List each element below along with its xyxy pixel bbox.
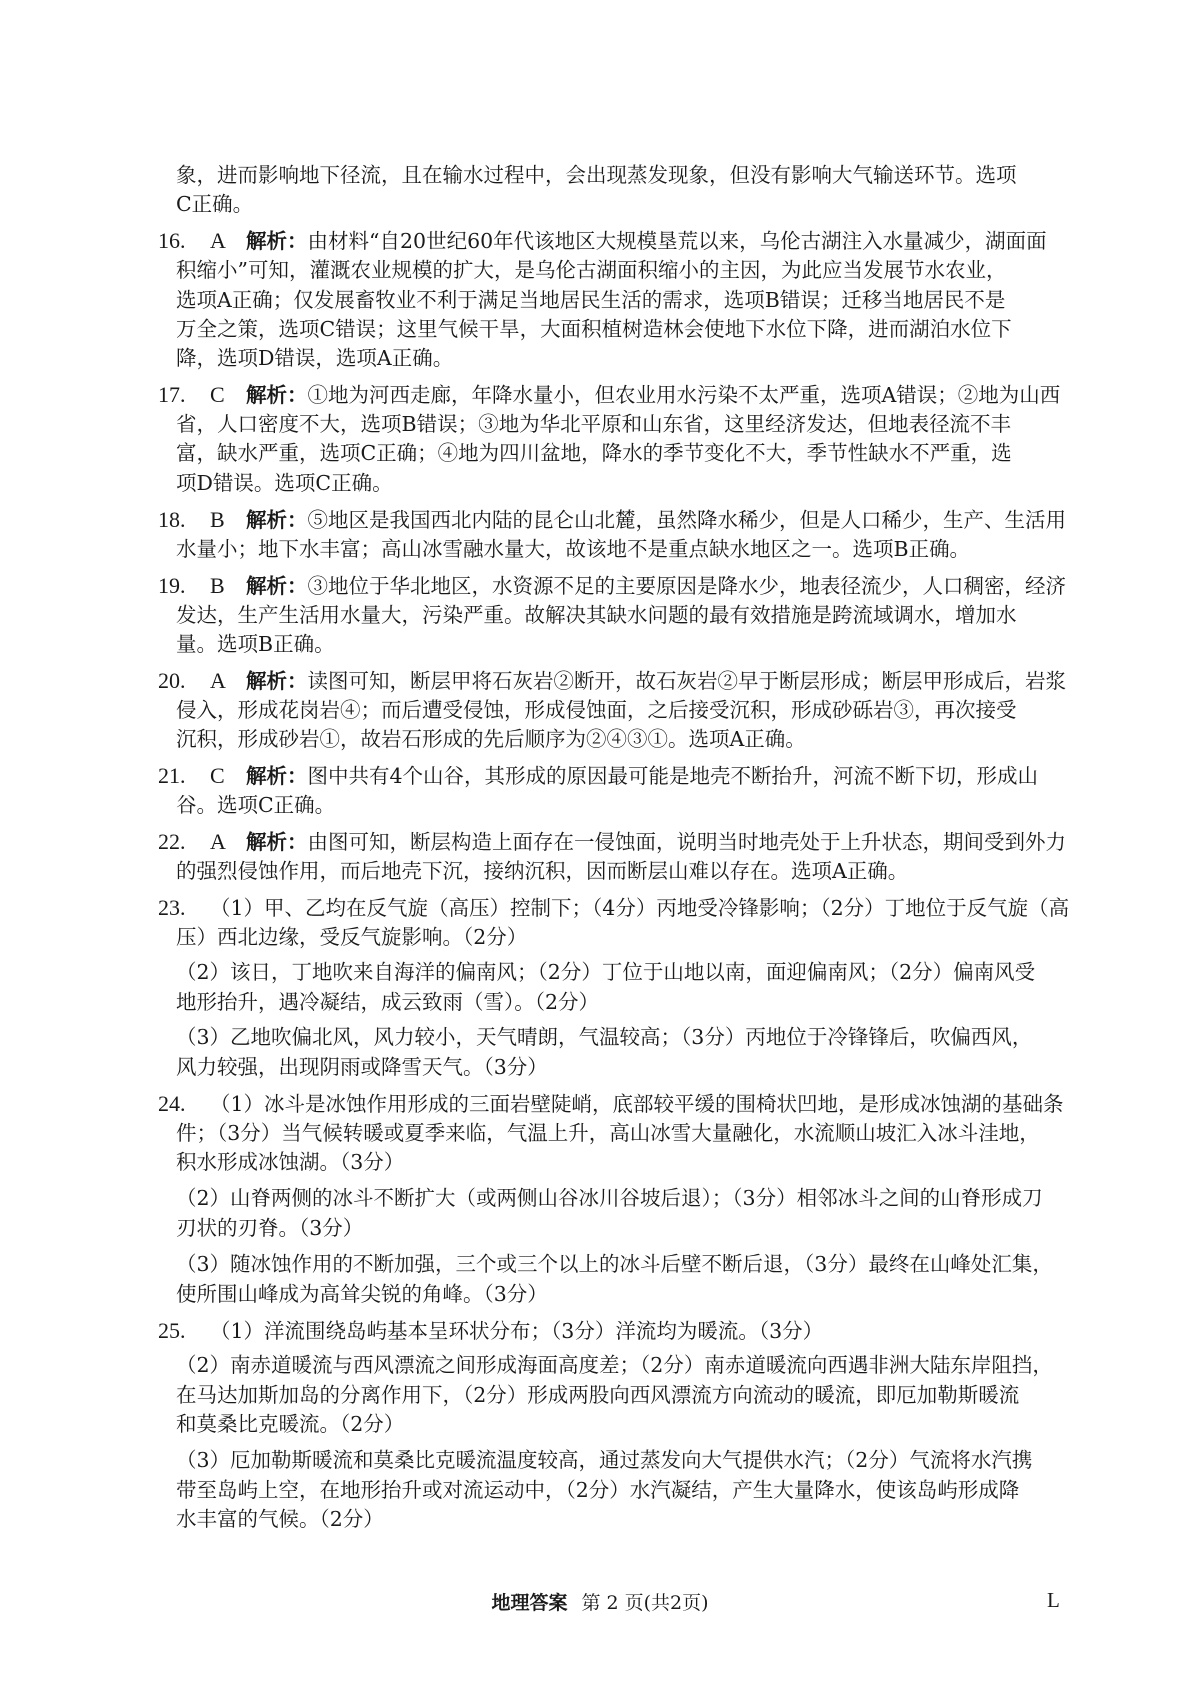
question-17-header [158, 384, 1060, 406]
answer-text: （1）冰斗是冰蚀作用形成的三面岩壁陡峭，底部较平缓的围椅状凹地，是形成冰蚀湖的基础条 [210, 1092, 1064, 1116]
question-24-header [158, 1093, 1064, 1115]
analysis-line: 谷。选项C正确。 [176, 793, 336, 817]
question-19-header [158, 575, 1066, 597]
analysis-line: 量。选项B正确。 [176, 632, 335, 656]
question-16-header [158, 230, 1047, 252]
analysis-label: 解析： [246, 383, 308, 407]
answer-line: （3）随冰蚀作用的不断加强，三个或三个以上的冰斗后壁不断后退，（3分）最终在山峰处汇集， [176, 1252, 1053, 1276]
question-number: 19. [158, 573, 186, 598]
analysis-text: ③地位于华北地区，水资源不足的主要原因是降水少，地表径流少，人口稠密，经济 [307, 574, 1066, 598]
question-number: 17. [158, 382, 186, 407]
analysis-text: ⑤地区是我国西北内陆的昆仑山北麓，虽然降水稀少，但是人口稀少，生产、生活用 [307, 508, 1066, 532]
question-25-header [158, 1320, 823, 1342]
analysis-label: 解析： [246, 574, 308, 598]
intro-line: 象，进而影响地下径流，且在输水过程中，会出现蒸发现象，但没有影响大气输送环节。选项 [176, 163, 1017, 187]
answer-choice: A [210, 829, 226, 854]
answer-text: （1）洋流围绕岛屿基本呈环状分布；（3分）洋流均为暖流。（3分） [210, 1319, 824, 1343]
answer-choice: B [210, 507, 225, 532]
answer-text: （1）甲、乙均在反气旋（高压）控制下；（4分）丙地受冷锋影响；（2分）丁地位于反气旋（高 [210, 896, 1070, 920]
question-number: 25. [158, 1318, 186, 1343]
answer-line: （3）乙地吹偏北风，风力较小，天气晴朗，气温较高；（3分）丙地位于冷锋锋后，吹偏西风， [176, 1025, 1033, 1049]
analysis-text: 由图可知，断层构造上面存在一侵蚀面，说明当时地壳处于上升状态，期间受到外力 [307, 830, 1066, 854]
intro-line: C正确。 [176, 192, 254, 216]
question-23-header [158, 897, 1069, 919]
question-21-header [158, 765, 1038, 787]
answer-line: 件；（3分）当气候转暖或夏季来临，气温上升，高山冰雪大量融化，水流顺山坡汇入冰斗洼地， [176, 1121, 1040, 1145]
answer-choice: C [210, 763, 225, 788]
answer-line: 积水形成冰蚀湖。（3分） [176, 1150, 405, 1174]
page-number: 第 2 页(共2页) [581, 1592, 709, 1614]
page-footer [0, 1588, 1200, 1615]
answer-line: 地形抬升，遇冷凝结，成云致雨（雪）。（2分） [176, 990, 600, 1014]
analysis-label: 解析： [246, 669, 308, 693]
answer-line: （2）山脊两侧的冰斗不断扩大（或两侧山谷冰川谷坡后退）；（3分）相邻冰斗之间的山脊形成刀 [176, 1186, 1043, 1210]
question-18-header [158, 509, 1066, 531]
question-number: 22. [158, 829, 186, 854]
analysis-line: 沉积，形成砂岩①，故岩石形成的先后顺序为②④③①。选项A正确。 [176, 727, 806, 751]
answer-line: 刃状的刃脊。（3分） [176, 1216, 364, 1240]
question-22-header [158, 831, 1066, 853]
question-number: 16. [158, 228, 186, 253]
analysis-line: 项D错误。选项C正确。 [176, 471, 393, 495]
analysis-text: ①地为河西走廊，年降水量小，但农业用水污染不太严重，选项A错误；②地为山西 [307, 383, 1061, 407]
answer-line: （2）该日，丁地吹来自海洋的偏南风；（2分）丁位于山地以南，面迎偏南风；（2分）偏南风受 [176, 960, 1036, 984]
analysis-line: 万全之策，选项C错误；这里气候干旱，大面积植树造林会使地下水位下降，进而湖泊水位下 [176, 317, 1012, 341]
footer-title: 地理答案 [491, 1592, 568, 1614]
question-number: 24. [158, 1091, 186, 1116]
analysis-line: 降，选项D错误，选项A正确。 [176, 346, 454, 370]
answer-line: （2）南赤道暖流与西风漂流之间形成海面高度差；（2分）南赤道暖流向西遇非洲大陆东岸阻挡， [176, 1353, 1053, 1377]
question-number: 23. [158, 895, 186, 920]
analysis-label: 解析： [246, 229, 308, 253]
answer-line: （3）厄加勒斯暖流和莫桑比克暖流温度较高，通过蒸发向大气提供水汽；（2分）气流将水汽携 [176, 1448, 1033, 1472]
analysis-label: 解析： [246, 830, 308, 854]
analysis-text: 图中共有4个山谷，其形成的原因最可能是地壳不断抬升，河流不断下切，形成山 [307, 764, 1039, 788]
question-20-header [158, 670, 1066, 692]
answer-line: 压）西北边缘，受反气旋影响。（2分） [176, 925, 528, 949]
answer-choice: A [210, 228, 226, 253]
answer-line: 使所围山峰成为高耸尖锐的角峰。（3分） [176, 1282, 548, 1306]
analysis-label: 解析： [246, 508, 308, 532]
analysis-line: 水量小；地下水丰富；高山冰雪融水量大，故该地不是重点缺水地区之一。选项B正确。 [176, 537, 971, 561]
analysis-line: 省，人口密度不大，选项B错误；③地为华北平原和山东省，这里经济发达，但地表径流不丰 [176, 412, 1012, 436]
analysis-line: 富，缺水严重，选项C正确；④地为四川盆地，降水的季节变化不大，季节性缺水不严重，选 [176, 441, 1012, 465]
answer-choice: C [210, 382, 225, 407]
answer-choice: A [210, 668, 226, 693]
answer-line: 带至岛屿上空，在地形抬升或对流运动中，（2分）水汽凝结，产生大量降水，使该岛屿形成降 [176, 1478, 1020, 1502]
analysis-text: 读图可知，断层甲将石灰岩②断开，故石灰岩②早于断层形成；断层甲形成后，岩浆 [307, 669, 1066, 693]
question-number: 18. [158, 507, 186, 532]
analysis-line: 侵入，形成花岗岩④；而后遭受侵蚀，形成侵蚀面，之后接受沉积，形成砂砾岩③，再次接受 [176, 698, 1017, 722]
footer-mark: L [1047, 1588, 1060, 1612]
answer-line: 水丰富的气候。（2分） [176, 1507, 384, 1531]
analysis-line: 发达，生产生活用水量大，污染严重。故解决其缺水问题的最有效措施是跨流域调水，增加水 [176, 603, 1017, 627]
answer-line: 风力较强，出现阴雨或降雪天气。（3分） [176, 1055, 548, 1079]
analysis-line: 选项A正确；仅发展畜牧业不利于满足当地居民生活的需求，选项B错误；迁移当地居民不是 [176, 288, 1006, 312]
analysis-line: 积缩小”可知，灌溉农业规模的扩大，是乌伦古湖面积缩小的主因，为此应当发展节水农业， [176, 258, 1007, 282]
answer-line: 和莫桑比克暖流。（2分） [176, 1412, 405, 1436]
analysis-text: 由材料“自20世纪60年代该地区大规模垦荒以来，乌伦古湖注入水量减少，湖面面 [307, 229, 1047, 253]
answer-choice: B [210, 573, 225, 598]
question-number: 20. [158, 668, 186, 693]
analysis-line: 的强烈侵蚀作用，而后地壳下沉，接纳沉积，因而断层山难以存在。选项A正确。 [176, 859, 909, 883]
answer-line: 在马达加斯加岛的分离作用下，（2分）形成两股向西风漂流方向流动的暖流，即厄加勒斯暖流 [176, 1383, 1020, 1407]
analysis-label: 解析： [246, 764, 308, 788]
question-number: 21. [158, 763, 186, 788]
